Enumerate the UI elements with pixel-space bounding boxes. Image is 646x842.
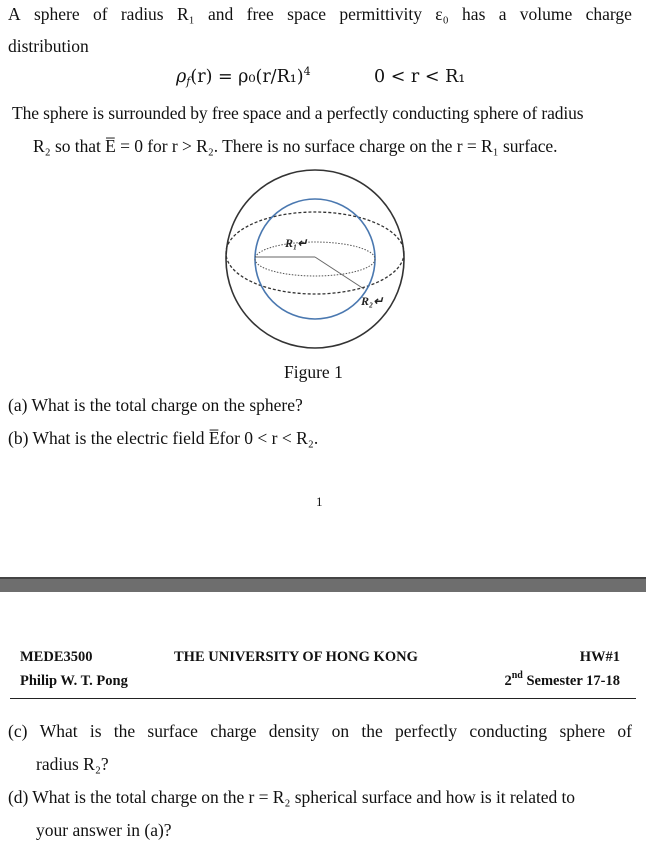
intro-word: radius	[120, 4, 164, 24]
question-c-word: charge	[210, 721, 257, 741]
semester-number: 2	[504, 673, 512, 689]
question-b: (b) What is the electric field E̅for 0 < r < R₂.	[8, 428, 319, 448]
intro-word: A	[8, 4, 21, 24]
intro-word: sphere	[33, 4, 80, 24]
semester-ordinal: nd	[511, 670, 523, 681]
question-c-word: sphere	[559, 721, 606, 741]
rho-subscript: f	[186, 75, 191, 88]
intro-word: has	[462, 4, 486, 24]
question-c-word: conducting	[469, 721, 548, 741]
semester-text: Semester 17-18	[522, 673, 620, 689]
question-a: (a) What is the total charge on the sphere?	[8, 395, 303, 415]
figure-caption: Figure 1	[284, 362, 343, 382]
label-r1: R₁↵	[285, 236, 308, 250]
header-rule	[10, 698, 636, 699]
instructor-name: Philip W. T. Pong	[20, 673, 128, 689]
page-two	[0, 592, 646, 842]
label-r2: R₂↵	[361, 294, 384, 308]
semester-label	[504, 670, 620, 690]
question-c-word: on	[331, 721, 350, 741]
question-c-word: perfectly	[394, 721, 458, 741]
inner-equator-dotted	[255, 242, 375, 276]
question-c-line-2: radius R₂?	[36, 754, 109, 774]
inner-sphere-r1	[255, 199, 375, 319]
charge-distribution-equation	[176, 66, 311, 88]
intro-word: of	[92, 4, 108, 24]
outer-equator-dashed	[226, 212, 404, 294]
question-c-word: the	[361, 721, 383, 741]
question-c-word: surface	[147, 721, 198, 741]
question-c-word: (c)	[8, 721, 28, 741]
intro-word: and	[208, 4, 234, 24]
question-c-word: density	[268, 721, 320, 741]
question-d-line-2: your answer in (a)?	[36, 820, 172, 840]
university-name: THE UNIVERSITY OF HONG KONG	[174, 649, 418, 665]
question-c-word: What	[39, 721, 78, 741]
question-c-word: is	[89, 721, 102, 741]
intro-word: charge	[585, 4, 632, 24]
paragraph-line-2: R₂ so that E̅ = 0 for r > R₂. There is no surface charge on the r = R₁ surface.	[33, 136, 558, 156]
intro-line-2: distribution	[8, 36, 89, 56]
intro-word: a	[498, 4, 507, 24]
intro-word: permittivity	[339, 4, 422, 24]
assignment-label: HW#1	[579, 649, 620, 665]
course-code: MEDE3500	[20, 649, 93, 665]
intro-line-1	[8, 3, 632, 25]
question-c-line-1	[8, 720, 632, 742]
sphere-figure	[214, 161, 414, 361]
question-c-word: of	[617, 721, 632, 741]
equation-power: 4	[303, 65, 311, 78]
question-d-line-1: (d) What is the total charge on the r = R₂ spherical surface and how is it related to	[8, 787, 576, 807]
intro-word: ε₀	[435, 4, 449, 24]
paragraph-line-1: The sphere is surrounded by free space and a perfectly conducting sphere of radius	[12, 103, 584, 123]
intro-word: free	[246, 4, 274, 24]
equation-range: 0 < r < R₁	[374, 67, 466, 87]
intro-word: volume	[519, 4, 573, 24]
intro-word: R₁	[176, 4, 195, 24]
intro-word: space	[287, 4, 327, 24]
page-number: 1	[316, 494, 323, 509]
equation-body: (r) = ρ₀(r/R₁)	[190, 67, 304, 87]
rho-symbol: ρ	[176, 67, 187, 87]
outer-sphere-r2	[226, 170, 404, 348]
question-c-word: the	[113, 721, 136, 741]
radius-r2-line	[315, 257, 364, 289]
